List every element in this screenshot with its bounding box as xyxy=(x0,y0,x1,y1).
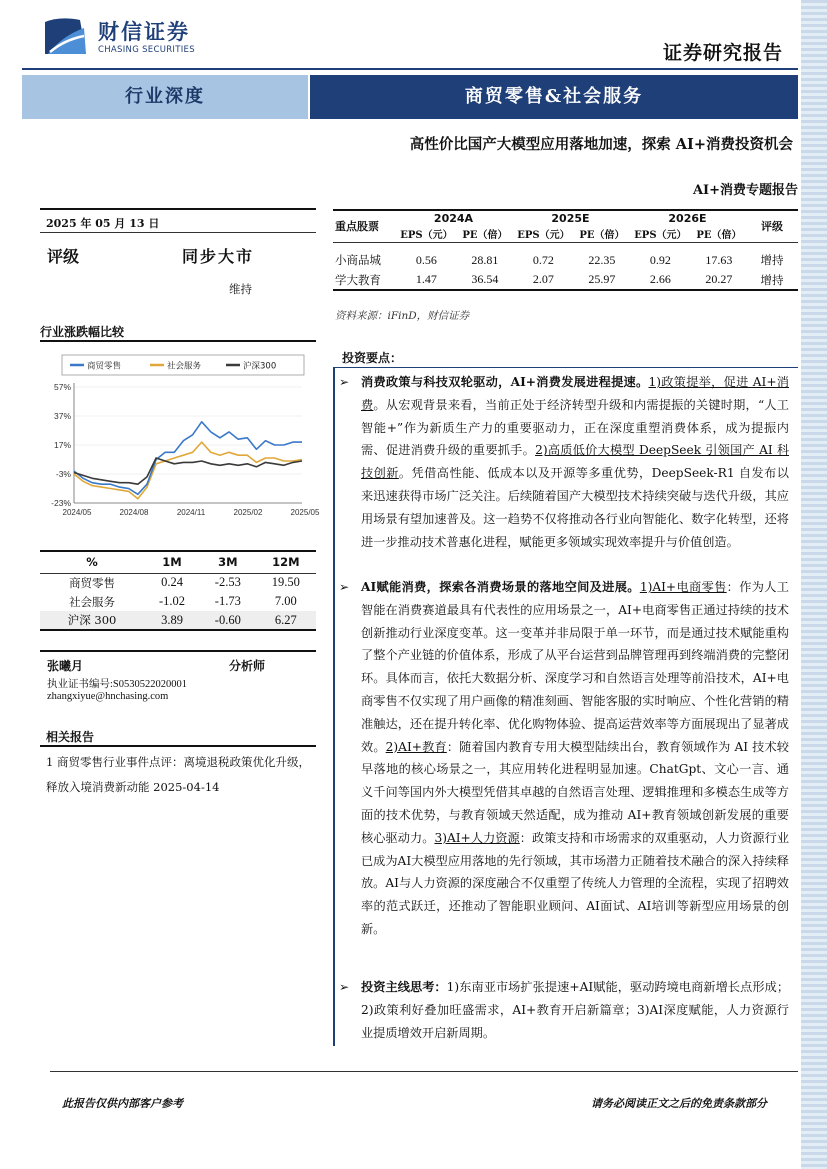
analyst-role: 分析师 xyxy=(229,659,266,673)
logo-english-name: CHASING SECURITIES xyxy=(98,45,195,55)
x-tick-label: 2025/05 xyxy=(290,508,320,517)
table-row xyxy=(40,592,316,611)
investment-points-heading: 投资要点： xyxy=(342,351,403,365)
table-cell: 2.66 xyxy=(649,272,671,286)
stock-table-year: 2024A xyxy=(433,212,474,225)
x-tick-label: 2024/08 xyxy=(119,508,149,517)
point-3-heading: 投资主线思考： xyxy=(361,980,447,994)
point-2-text-3: ：政策支持和市场需求的双重驱动，人力资源行业已成为AI大模型应用落地的先行领域，其市场潜力正随着技术融合的深入持续释放。AI与人力资源的深度融合不仅重塑了传统人力管理的全流程，实现了招聘效率的范式跃迁，还推动了智能职业顾问、AI面试、AI培训等新型应用场景的创新。 xyxy=(361,830,790,936)
table-row xyxy=(333,250,798,270)
report-sub-title: AI+消费专题报告 xyxy=(692,183,798,198)
table-cell: 学大教育 xyxy=(335,272,381,287)
header-rule xyxy=(22,68,798,70)
performance-table-header-cell: 12M xyxy=(272,555,300,570)
table-cell: 25.97 xyxy=(588,272,616,286)
performance-chart-svg xyxy=(40,345,320,527)
stock-table-year: 2026E xyxy=(668,212,707,225)
point-1-sub-2: 2)高质低价大模型 DeepSeek 引领国产 AI 科技创新 xyxy=(361,443,790,481)
table-cell: 20.27 xyxy=(705,272,733,286)
table-cell: -1.73 xyxy=(214,594,241,608)
table-cell: 增持 xyxy=(760,272,784,287)
bullet-arrow-icon: ➢ xyxy=(339,980,350,994)
table-cell: 22.35 xyxy=(588,252,616,267)
legend-label: 商贸零售 xyxy=(87,361,122,372)
bullet-arrow-icon: ➢ xyxy=(339,580,350,594)
performance-chart xyxy=(40,345,320,527)
investment-point-3 xyxy=(361,976,789,1044)
stock-table-sub-header: PE（倍） xyxy=(579,230,625,242)
series-line-2 xyxy=(74,458,302,484)
table-cell: 0.24 xyxy=(161,575,183,590)
investment-point-2 xyxy=(361,576,789,941)
stock-table-year: 2025E xyxy=(551,212,590,225)
legend-label: 社会服务 xyxy=(167,361,202,372)
analyst-name: 张曦月 xyxy=(47,659,84,673)
report-date: 2025 年 05 月 13 日 xyxy=(46,217,160,230)
analyst-email[interactable]: zhangxiyue@hnchasing.com xyxy=(47,691,169,702)
report-type-label: 证券研究报告 xyxy=(662,42,783,64)
data-source-note: 资料来源：iFinD，财信证券 xyxy=(335,310,470,322)
performance-table-header-cell: 3M xyxy=(218,555,238,570)
point-2-text-1: ：作为人工智能在消费赛道最具有代表性的应用场景之一，AI+电商零售正通过持续的技术创新推动行业深度变革。这一变革并非局限于单一环节，而是通过技术赋能重构了整个产业链的价值体系，形成了从平台运营到品牌管理再到终端消费的完整闭环。具体而言，依托大数据分析、深度学习和自然语言处理等前沿技术，AI+电商零售不仅实现了用户画像的精准刻画、智能客服的实时响应、个性化营销的精准触达，还在提升转化率、优化购物体验、提高运营效率等方面展现出了显著成效。 xyxy=(361,580,789,754)
point-2-sub-2: 2)AI+教育 xyxy=(385,739,447,754)
table-cell: 19.50 xyxy=(271,575,300,590)
table-cell: 28.81 xyxy=(471,252,499,267)
x-tick-label: 2025/02 xyxy=(233,508,263,517)
industry-depth-banner: 行业深度 xyxy=(22,75,308,119)
y-tick-label: 37% xyxy=(53,411,71,421)
point-1-text-2: 。凭借高性能、低成本以及开源等多重优势，DeepSeek-R1 自发布以来迅速获得市场广泛关注。后续随着国产大模型技术持续突破与迭代升级，其应用场景有望加速普及。这一趋势不仅将推动各行业向智能化、数字化转型，还将进一步推动技术普惠化进程，赋能更多领域实现效率提升与价值创造。 xyxy=(361,466,789,549)
point-1-text-1: 。从宏观背景来看，当前正处于经济转型升级和内需提振的关键时期，“人工智能+”作为新质生产力的重要驱动力，正在深度重塑消费体系，成为提振内需、促进消费升级的重要抓手。 xyxy=(361,397,789,458)
sector-banner: 商贸零售&社会服务 xyxy=(310,75,798,119)
point-1-sub-1: 1)政策提举，促进 AI+消费 xyxy=(361,375,789,412)
chart-heading-rule xyxy=(40,340,316,342)
logo-mark-icon xyxy=(40,14,90,60)
table-cell: 小商品城 xyxy=(335,253,381,267)
table-row xyxy=(40,573,316,592)
table-cell: 3.89 xyxy=(144,611,200,630)
bullet-arrow-icon: ➢ xyxy=(339,375,350,389)
stock-table-sub-row xyxy=(333,226,798,242)
related-reports-heading: 相关报告 xyxy=(46,730,95,744)
table-cell: 沪深 300 xyxy=(40,611,144,630)
table-cell: -1.02 xyxy=(159,594,186,608)
table-cell: -2.53 xyxy=(214,575,241,590)
report-main-title: 高性价比国产大模型应用落地加速，探索 AI+消费投资机会 xyxy=(409,136,793,153)
company-logo xyxy=(40,14,200,64)
y-tick-label: -23% xyxy=(51,498,71,508)
stock-table-year-row xyxy=(333,210,798,226)
point-1-heading: 消费政策与科技双轮驱动，AI+消费发展进程提速。 xyxy=(361,375,649,389)
series-line-1 xyxy=(74,442,302,499)
table-cell: 增持 xyxy=(760,253,784,267)
x-tick-label: 2024/11 xyxy=(176,508,206,517)
analyst-top-rule xyxy=(40,650,316,652)
stock-table-sub-header: PE（倍） xyxy=(696,230,742,242)
stock-table-sub-header: EPS（元） xyxy=(634,230,687,242)
stock-table-sub-header: PE（倍） xyxy=(462,230,508,242)
rating-label: 评级 xyxy=(47,247,80,266)
footer-rule xyxy=(50,1071,798,1072)
table-cell: 1.47 xyxy=(415,272,437,286)
page-edge-stripe xyxy=(801,0,827,1169)
point-2-text-2: ：随着国内教育专用大模型陆续出台，教育领域作为 AI 技术较早落地的核心场景之一，其应用转化进程明显加速。ChatGpt、文心一言、通义千问等国内外大模型凭借其卓越的自然语言处理、逻辑推理和多模态生成等方面的技术优势，与教育领域天然适配，成为推动 AI+教育领域创新发展的重要核心驱动力。 xyxy=(361,739,789,845)
rating-change: 维持 xyxy=(229,282,252,296)
stock-table-sub-header: EPS（元） xyxy=(400,230,453,242)
date-top-rule xyxy=(40,208,316,210)
stock-table-spacer xyxy=(333,242,798,250)
stock-table-header-stock: 重点股票 xyxy=(335,220,379,234)
point-2-heading: AI赋能消费，探索各消费场景的落地空间及进展。 xyxy=(361,580,640,594)
logo-chinese-name: 财信证券 xyxy=(98,20,190,44)
stock-table-header-rating: 评级 xyxy=(761,220,783,234)
table-cell: 6.27 xyxy=(256,611,316,630)
table-cell: -0.60 xyxy=(200,611,256,630)
performance-table-header xyxy=(40,551,316,573)
table-cell: 7.00 xyxy=(274,594,297,608)
table-cell: 0.92 xyxy=(649,252,671,267)
legend-label: 沪深300 xyxy=(243,361,277,372)
footer-disclaimer-left: 此报告仅供内部客户参考 xyxy=(62,1097,183,1110)
chart-heading: 行业涨跌幅比较 xyxy=(40,325,125,339)
table-cell: 社会服务 xyxy=(69,594,116,609)
table-cell: 36.54 xyxy=(471,272,499,286)
analyst-certificate: 执业证书编号:S0530522020001 xyxy=(47,679,188,690)
investment-point-1 xyxy=(361,371,789,553)
table-cell: 商贸零售 xyxy=(69,575,116,590)
table-row xyxy=(333,270,798,290)
point-2-sub-1: 1)AI+电商零售 xyxy=(639,580,727,594)
table-row xyxy=(40,611,316,630)
related-report-item[interactable]: 1 商贸零售行业事件点评：离境退税政策优化升级，释放入境消费新动能 2025-04-14 xyxy=(46,755,310,794)
point-2-sub-3: 3)AI+人力资源 xyxy=(434,830,520,845)
performance-table xyxy=(40,550,316,631)
rating-value: 同步大市 xyxy=(182,247,255,266)
table-cell: 0.72 xyxy=(532,252,554,267)
related-reports-rule xyxy=(40,745,316,747)
performance-table-header-cell: % xyxy=(86,555,98,570)
stock-table-sub-header: EPS（元） xyxy=(517,230,570,242)
point-3-text: 1)东南亚市场扩张提速+AI赋能，驱动跨境电商新增长点形成；2)政策利好叠加旺盛需求，AI+教育开启新篇章；3)AI深度赋能，人力资源行业提质增效开启新周期。 xyxy=(361,980,790,1040)
y-tick-label: -3% xyxy=(55,469,71,479)
y-tick-label: 17% xyxy=(53,440,71,450)
table-cell: 0.56 xyxy=(415,252,437,267)
table-cell: 2.07 xyxy=(532,272,554,286)
footer-disclaimer-right: 请务必阅读正文之后的免责条款部分 xyxy=(591,1097,767,1110)
x-tick-label: 2024/05 xyxy=(62,508,92,517)
date-bottom-rule xyxy=(40,232,316,233)
performance-table-header-cell: 1M xyxy=(162,555,182,570)
key-stocks-table xyxy=(333,209,798,291)
y-tick-label: 57% xyxy=(53,382,71,392)
table-cell: 17.63 xyxy=(705,252,733,267)
